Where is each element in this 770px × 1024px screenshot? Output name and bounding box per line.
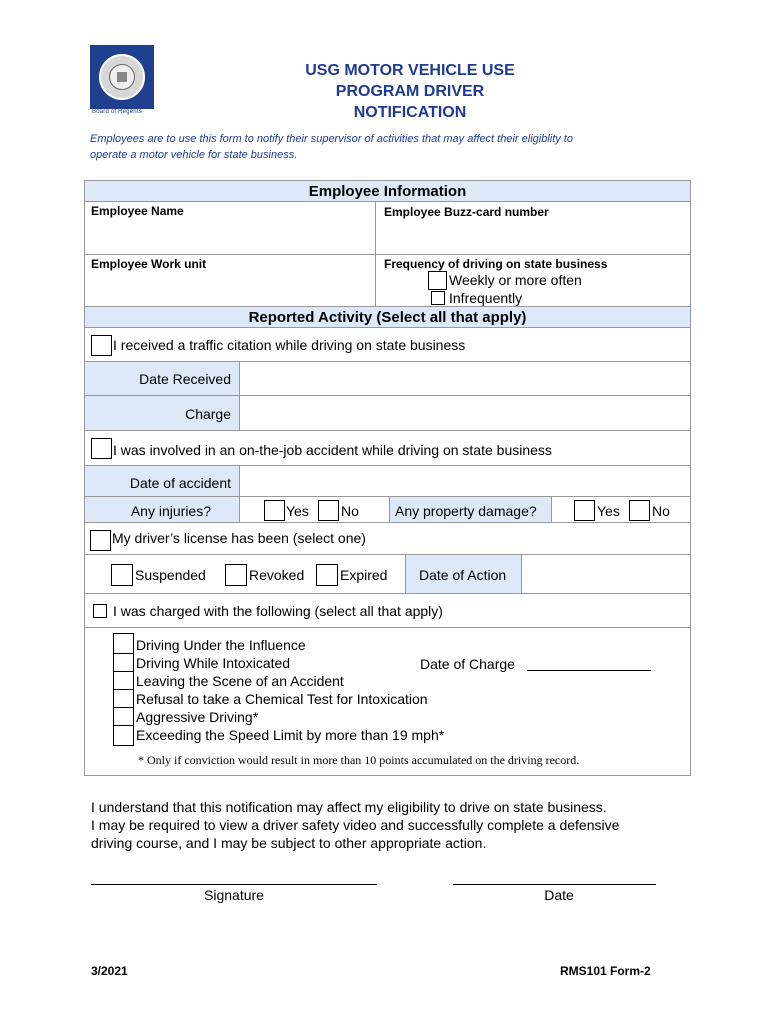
injuries-yes-label: Yes <box>286 503 309 519</box>
expired-checkbox[interactable] <box>316 564 338 586</box>
intro-text <box>90 131 680 163</box>
charge-leaving-scene-label: Leaving the Scene of an Accident <box>136 673 344 689</box>
charge-label: Charge <box>185 406 231 422</box>
date-of-action-input[interactable] <box>521 554 691 594</box>
property-damage-label-cell <box>389 496 552 523</box>
property-damage-options-cell <box>551 496 691 523</box>
frequency-label: Frequency of driving on state business <box>384 257 608 271</box>
intro-line-1: Employees are to use this form to notify their supervisor of activities that may affect their eligiblity to <box>90 133 573 145</box>
work-unit-label: Employee Work unit <box>91 257 207 271</box>
charge-speeding-checkbox[interactable] <box>113 725 134 746</box>
license-label: My driver’s license has been (select one) <box>112 530 366 546</box>
revoked-checkbox[interactable] <box>225 564 247 586</box>
charge-dui-label: Driving Under the Influence <box>136 637 306 653</box>
usg-seal-logo <box>90 45 154 109</box>
suspended-label: Suspended <box>135 567 206 583</box>
employee-info-heading: Employee Information <box>84 180 691 202</box>
form-title-line-3: NOTIFICATION <box>353 104 467 121</box>
property-damage-no-checkbox[interactable] <box>629 500 650 521</box>
accident-checkbox[interactable] <box>91 438 112 459</box>
injuries-label: Any injuries? <box>130 503 211 519</box>
suspended-checkbox[interactable] <box>111 564 133 586</box>
logo-caption: Board of Regents <box>92 109 142 115</box>
charge-speeding-label: Exceeding the Speed Limit by more than 19 mph* <box>136 727 445 743</box>
charged-checkbox[interactable] <box>93 604 107 618</box>
buzzcard-label: Employee Buzz-card number <box>384 205 549 219</box>
license-options-cell <box>84 554 406 594</box>
acknowledgment-text <box>91 798 691 852</box>
date-line[interactable] <box>453 884 656 885</box>
property-damage-yes-label: Yes <box>597 503 620 519</box>
reported-activity-heading: Reported Activity (Select all that apply) <box>84 306 691 328</box>
injuries-no-checkbox[interactable] <box>318 500 339 521</box>
citation-checkbox[interactable] <box>91 335 112 356</box>
date-of-charge-input[interactable] <box>527 670 651 671</box>
acknowledgment-line-3: driving course, and I may be subject to other appropriate action. <box>91 835 487 851</box>
signature-line[interactable] <box>91 884 377 885</box>
license-row <box>84 522 691 555</box>
date-received-input[interactable] <box>239 361 691 396</box>
infrequently-checkbox[interactable] <box>431 291 445 305</box>
charge-refusal-label: Refusal to take a Chemical Test for Intoxication <box>136 691 428 707</box>
work-unit-field[interactable] <box>84 254 376 307</box>
charged-label: I was charged with the following (select all that apply) <box>113 603 443 619</box>
date-of-accident-label-cell <box>84 465 240 497</box>
property-damage-no-label: No <box>652 503 670 519</box>
form-title-line-2: PROGRAM DRIVER <box>335 83 485 100</box>
charge-dui-checkbox[interactable] <box>113 633 134 654</box>
citation-label: I received a traffic citation while driving on state business <box>113 337 466 353</box>
expired-label: Expired <box>340 567 388 583</box>
weekly-checkbox[interactable] <box>428 271 447 290</box>
buzzcard-number-field[interactable] <box>375 201 691 255</box>
property-damage-yes-checkbox[interactable] <box>574 500 595 521</box>
infrequently-option-label: Infrequently <box>449 290 523 306</box>
date-label: Date <box>544 887 574 903</box>
accident-label: I was involved in an on-the-job accident while driving on state business <box>113 442 552 458</box>
date-received-label: Date Received <box>139 371 231 387</box>
charge-dwi-label: Driving While Intoxicated <box>136 655 291 671</box>
employee-name-label: Employee Name <box>91 204 184 218</box>
date-of-accident-label: Date of accident <box>129 475 231 491</box>
employee-name-field[interactable] <box>84 201 376 255</box>
weekly-option-label: Weekly or more often <box>449 272 582 288</box>
accident-row <box>84 430 691 466</box>
charge-label-cell <box>84 395 240 431</box>
date-of-action-label: Date of Action <box>419 567 507 583</box>
date-of-charge-label: Date of Charge <box>420 656 515 672</box>
injuries-options-cell <box>239 496 390 523</box>
charge-input[interactable] <box>239 395 691 431</box>
charges-list-cell <box>84 627 691 776</box>
injuries-no-label: No <box>341 503 359 519</box>
intro-line-2: operate a motor vehicle for state business. <box>90 149 298 161</box>
date-of-accident-input[interactable] <box>239 465 691 497</box>
acknowledgment-line-2: I may be required to view a driver safety video and successfully complete a defensive <box>91 817 620 833</box>
signature-label: Signature <box>204 887 264 903</box>
revoked-label: Revoked <box>249 567 305 583</box>
form-title-line-1: USG MOTOR VEHICLE USE <box>305 62 515 79</box>
license-checkbox[interactable] <box>90 530 111 551</box>
footnote: * Only if conviction would result in more than 10 points accumulated on the driving record. <box>138 753 580 767</box>
charge-aggressive-label: Aggressive Driving* <box>136 709 259 725</box>
charged-row <box>84 593 691 628</box>
frequency-cell <box>375 254 691 307</box>
form-code: RMS101 Form-2 <box>560 964 651 978</box>
injuries-yes-checkbox[interactable] <box>264 500 285 521</box>
citation-row <box>84 327 691 362</box>
date-received-label-cell <box>84 361 240 396</box>
acknowledgment-line-1: I understand that this notification may affect my eligibility to drive on state business. <box>91 799 607 815</box>
property-damage-label: Any property damage? <box>395 503 537 519</box>
injuries-label-cell <box>84 496 240 523</box>
date-of-action-label-cell <box>405 554 522 594</box>
revision-date: 3/2021 <box>91 964 128 978</box>
